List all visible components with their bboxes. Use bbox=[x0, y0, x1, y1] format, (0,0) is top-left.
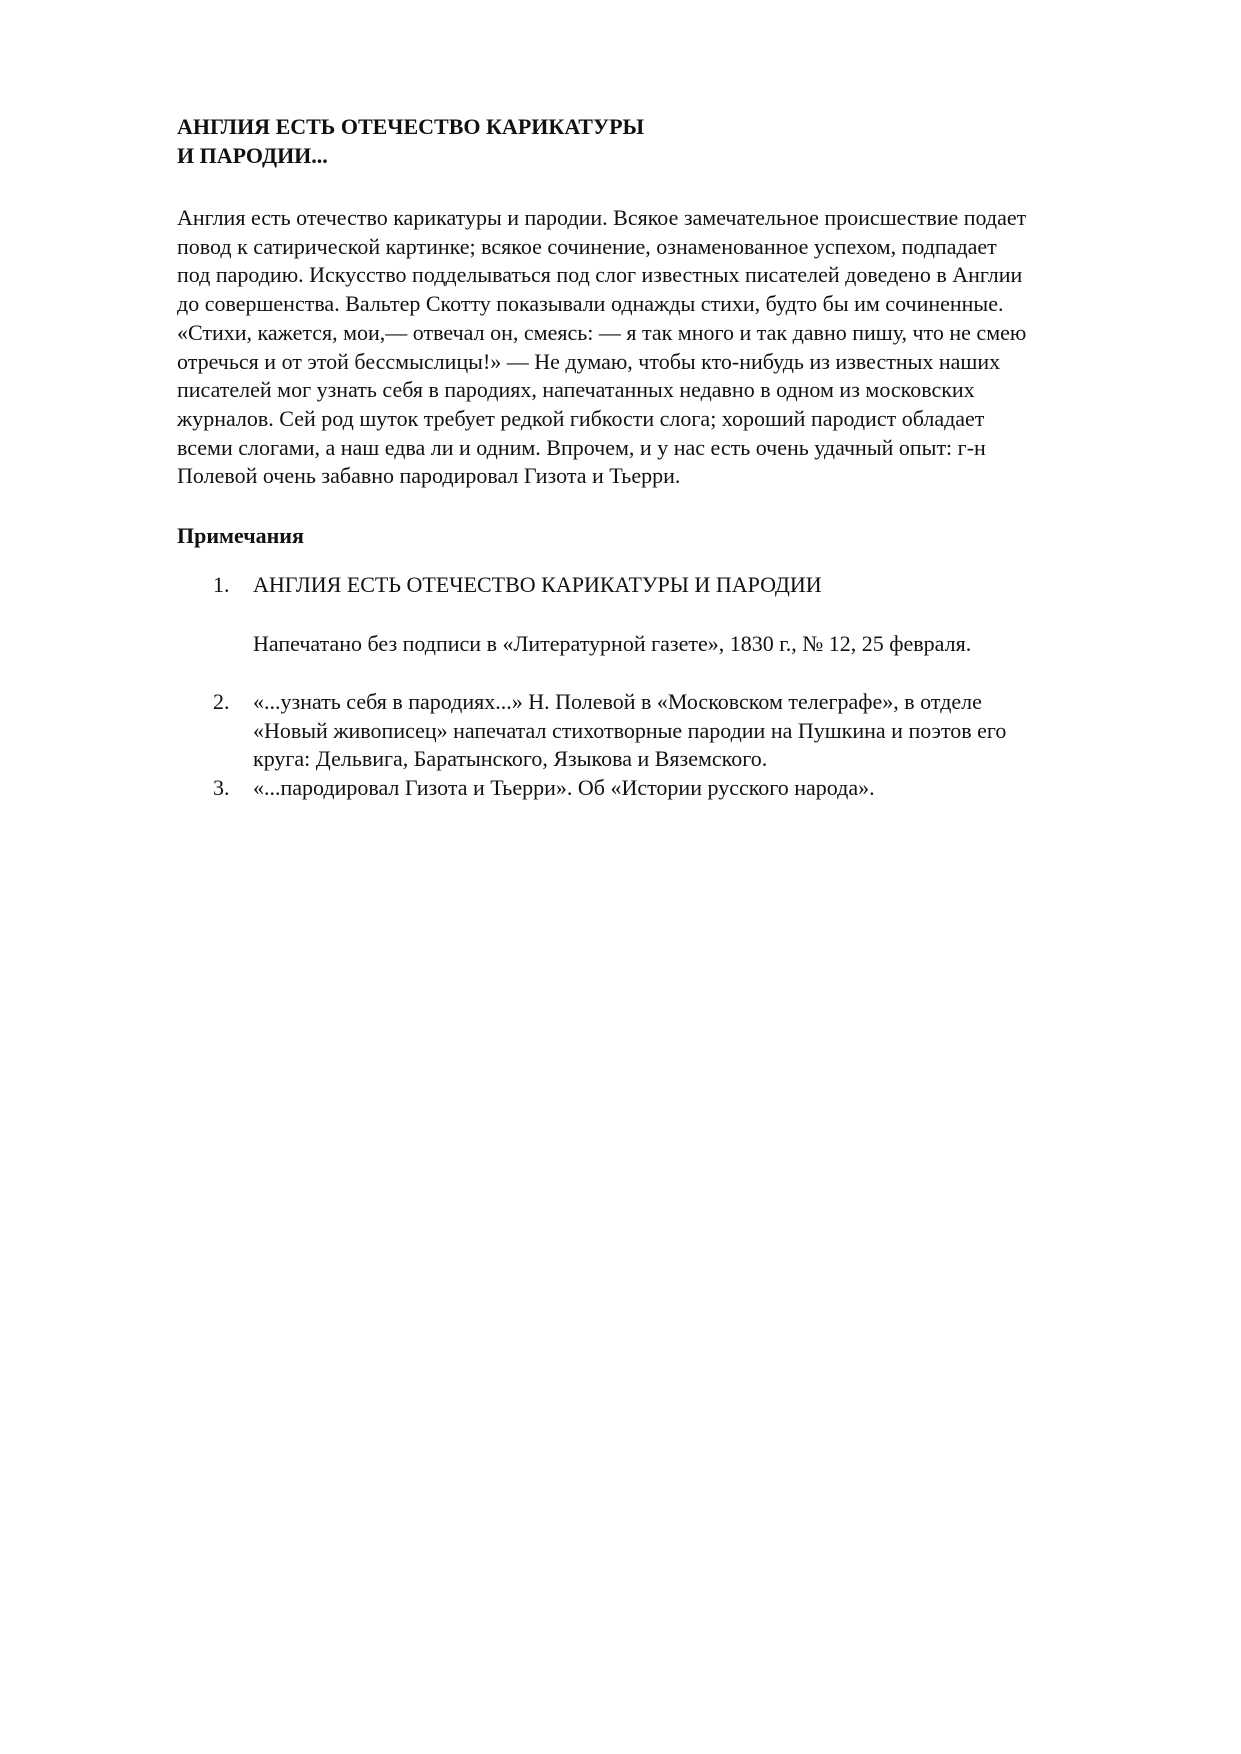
note-number: 3. bbox=[213, 774, 230, 800]
note-number: 1. bbox=[213, 572, 230, 598]
notes-list bbox=[177, 571, 1177, 802]
notes-heading: Примечания bbox=[177, 523, 304, 549]
main-paragraph bbox=[177, 204, 1177, 491]
note-heading: АНГЛИЯ ЕСТЬ ОТЕЧЕСТВО КАРИКАТУРЫ И ПАРОДИИ bbox=[253, 572, 822, 598]
paragraph-line: журналов. Сей род шуток требует редкой гибкости слога; хороший пародист обладает bbox=[177, 405, 985, 431]
document-title bbox=[177, 112, 1177, 170]
note-text: Напечатано без подписи в «Литературной газете», 1830 г., № 12, 25 февраля. bbox=[253, 630, 972, 656]
paragraph-line: «Стихи, кажется, мои,— отвечал он, смеясь: — я так много и так давно пишу, что не смею bbox=[177, 319, 1027, 345]
paragraph-line: отречься и от этой бессмыслицы!» — Не думаю, чтобы кто-нибудь из известных наших bbox=[177, 348, 1001, 374]
title-line-1: АНГЛИЯ ЕСТЬ ОТЕЧЕСТВО КАРИКАТУРЫ bbox=[177, 114, 645, 139]
note-item-2 bbox=[177, 688, 1177, 774]
paragraph-line: писателей мог узнать себя в пародиях, напечатанных недавно в одном из московских bbox=[177, 377, 975, 403]
note-text: «...пародировал Гизота и Тьерри». Об «Истории русского народа». bbox=[253, 774, 875, 800]
paragraph-line: до совершенства. Вальтер Скотту показывали однажды стихи, будто бы им сочиненные. bbox=[177, 291, 1004, 317]
note-text: «...узнать себя в пародиях...» Н. Полевой в «Московском телеграфе», в отделе «Новый живописец» напечатал стихотворные пародии на Пушкина и поэтов его круга: Дельвига, Баратынского, Языкова и Вяземского. bbox=[253, 689, 1007, 772]
title-line-2: И ПАРОДИИ... bbox=[177, 143, 328, 168]
paragraph-line: всеми слогами, а наш едва ли и одним. Впрочем, и у нас есть очень удачный опыт: г-н bbox=[177, 434, 986, 460]
paragraph-line: повод к сатирической картинке; всякое сочинение, ознаменованное успехом, подпадает bbox=[177, 233, 997, 259]
note-number: 2. bbox=[213, 689, 230, 715]
paragraph-line: Полевой очень забавно пародировал Гизота и Тьерри. bbox=[177, 463, 681, 489]
note-item-1 bbox=[177, 571, 1177, 658]
paragraph-line: Англия есть отечество карикатуры и пародии. Всякое замечательное происшествие подает bbox=[177, 205, 1027, 230]
paragraph-line: под пародию. Искусство подделываться под слог известных писателей доведено в Англии bbox=[177, 262, 1023, 288]
note-item-3 bbox=[177, 774, 1177, 803]
document-page bbox=[177, 112, 1177, 802]
